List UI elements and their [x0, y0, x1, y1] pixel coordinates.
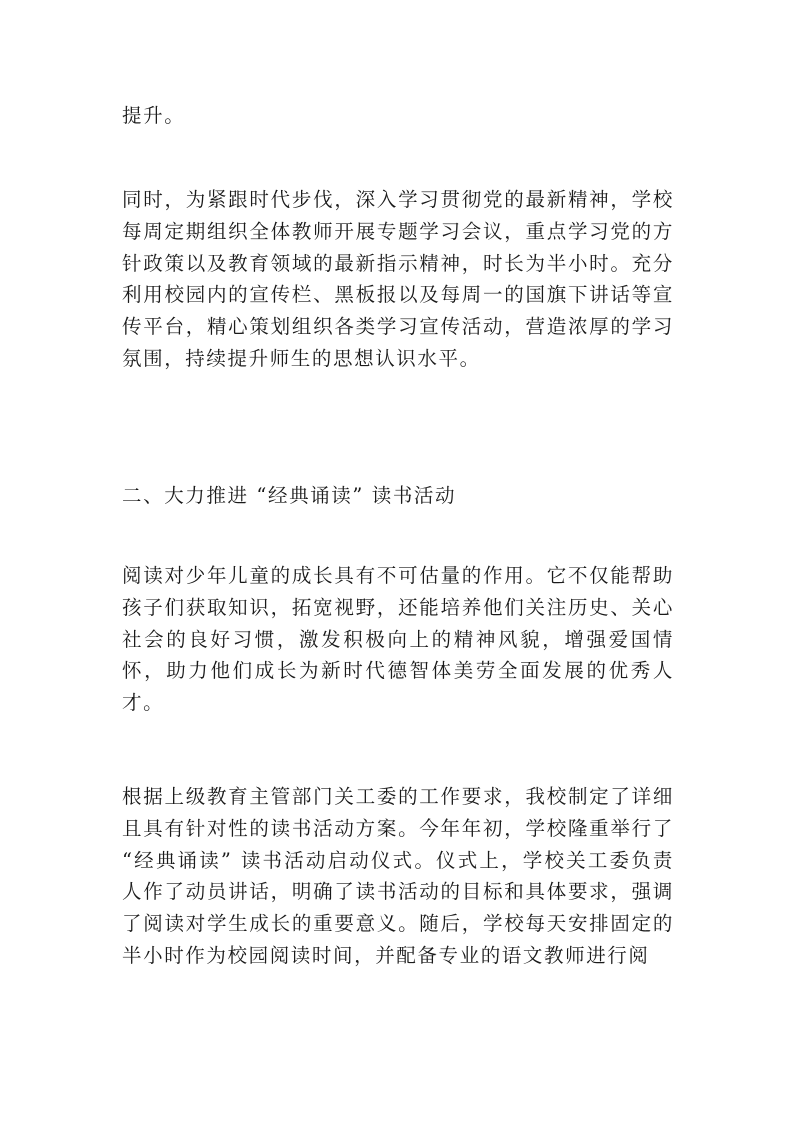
section-heading: 二、大力推进 “经典诵读” 读书活动 — [122, 484, 457, 507]
paragraph-reading-importance: 阅读对少年儿童的成长具有不可估量的作用。它不仅能帮助孩子们获取知识，拓宽视野，还能培养他们关注历史、关心社会的良好习惯，激发积极向上的精神风貌，增强爱国情怀，助力他们成长为新时代德智体美劳全面发展的优秀人才。 — [122, 564, 674, 715]
paragraph-reading-program: 根据上级教育主管部门关工委的工作要求，我校制定了详细且具有针对性的读书活动方案。今年年初，学校隆重举行了 “经典诵读” 读书活动启动仪式。仪式上，学校关工委负责人作了动员讲话，明确了读书活动的目标和具体要求，强调了阅读对学生成长的重要意义。随后，学校每天安排固定的半小时作为校园阅读时间，并配备专业的语文教师进行阅 — [122, 785, 674, 967]
paragraph-study-meetings: 同时，为紧跟时代步伐，深入学习贯彻党的最新精神，学校每周定期组织全体教师开展专题学习会议，重点学习党的方针政策以及教育领域的最新指示精神，时长为半小时。充分利用校园内的宣传栏、黑板报以及每周一的国旗下讲话等宣传平台，精心策划组织各类学习宣传活动，营造浓厚的学习氛围，持续提升师生的思想认识水平。 — [122, 188, 674, 370]
paragraph-continuation: 提升。 — [122, 104, 186, 127]
